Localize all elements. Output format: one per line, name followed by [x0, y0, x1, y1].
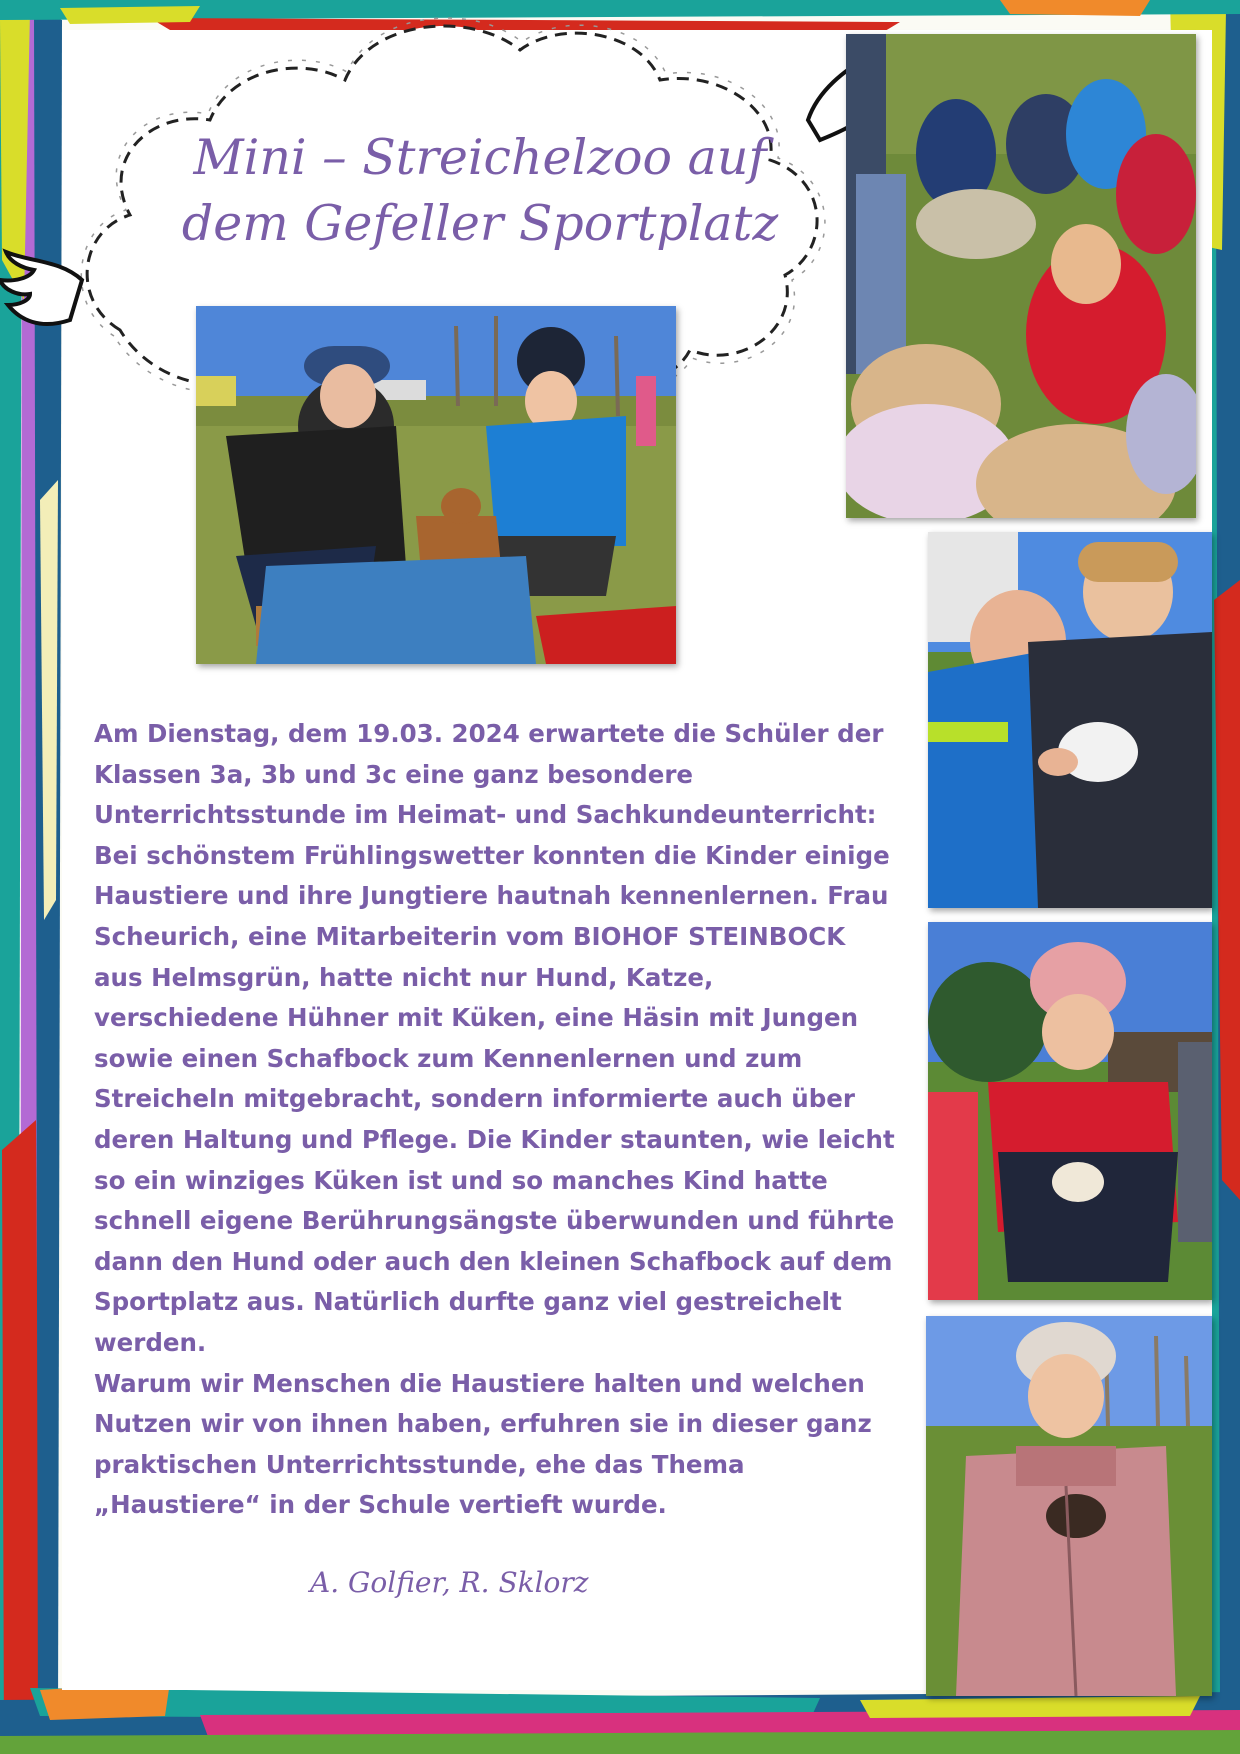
text-line: praktischen Unterrichtsstunde, ehe das Thema: [94, 1449, 745, 1479]
photo-boys-with-rabbit: [928, 532, 1212, 908]
text-line: Nutzen wir von ihnen haben, erfuhren sie in dieser ganz: [94, 1409, 872, 1439]
photo-children-with-dog: [196, 306, 676, 664]
text-line: aus Helmsgrün, hatte nicht nur Hund, Katze,: [94, 962, 714, 992]
text-line: verschiedene Hühner mit Küken, eine Häsin mit Jungen: [94, 1003, 859, 1033]
author-signature: A. Golfier, R. Sklorz: [310, 1566, 589, 1599]
photo-children-with-sheep: [846, 34, 1196, 518]
wing-icon: [0, 252, 82, 324]
text-line: so ein winziges Küken ist und so manches Kind hatte: [94, 1165, 828, 1195]
text-line: Sportplatz aus. Natürlich durfte ganz viel gestreichelt: [94, 1287, 842, 1317]
text-line: Streicheln mitgebracht, sondern informierte auch über: [94, 1084, 855, 1114]
photo-girl-with-guinea-pig: [926, 1316, 1212, 1696]
text-line: werden.: [94, 1327, 207, 1357]
text-line: dann den Hund oder auch den kleinen Schafbock auf dem: [94, 1246, 893, 1276]
text-line: „Haustiere“ in der Schule vertieft wurde.: [94, 1490, 667, 1520]
text-line: Warum wir Menschen die Haustiere halten und welchen: [94, 1368, 865, 1398]
photo-girl-with-chick: [928, 922, 1212, 1300]
text-line: Bei schönstem Frühlingswetter konnten die Kinder einige: [94, 840, 890, 870]
text-line: schnell eigene Berührungsängste überwunden und führte: [94, 1206, 895, 1236]
page-title: [150, 125, 810, 257]
text-line: Unterrichtsstunde im Heimat- und Sachkundeunterricht:: [94, 800, 877, 830]
text-line: sowie einen Schafbock zum Kennenlernen und zum: [94, 1043, 803, 1073]
text-line: deren Haltung und Pflege. Die Kinder staunten, wie leicht: [94, 1124, 895, 1154]
title-line-2: dem Gefeller Sportplatz: [181, 195, 779, 252]
title-line-1: Mini – Streichelzoo auf: [193, 129, 767, 186]
text-line: Haustiere und ihre Jungtiere hautnah kennenlernen. Frau: [94, 881, 889, 911]
text-line: Am Dienstag, dem 19.03. 2024 erwartete die Schüler der: [94, 719, 884, 748]
text-line: Klassen 3a, 3b und 3c eine ganz besondere: [94, 759, 694, 789]
article-text: [94, 714, 904, 1526]
text-line: Scheurich, eine Mitarbeiterin vom BIOHOF STEINBOCK: [94, 921, 846, 951]
